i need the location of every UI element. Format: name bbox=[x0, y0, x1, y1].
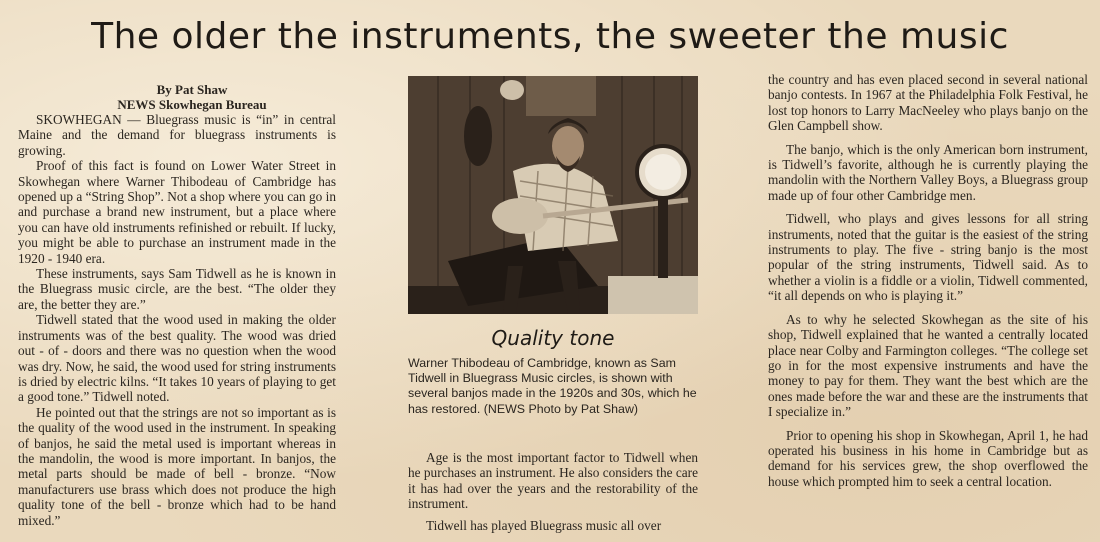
headline: The older the instruments, the sweeter the music bbox=[91, 16, 1009, 57]
photo-caption: Warner Thibodeau of Cambridge, known as Sam Tidwell in Bluegrass Music circles, is shown with several banjos made in the 1920s and 30s, which he has restored. (NEWS Photo by Pat Shaw) bbox=[408, 356, 697, 416]
paragraph: He pointed out that the strings are not so important as is the quality of the wood used in the instrument. In speaking of banjos, he said the metal used is important whereas in the mandolin, the wood is more important. In banjos, the metal parts should be made of bell - bronze. “Now manufacturers use brass which does not produce the high quality tone of the bell - bronze which had to be hand mixed.” bbox=[18, 404, 336, 528]
column-1 bbox=[18, 82, 336, 528]
column-2 bbox=[408, 450, 698, 533]
paragraph: Proof of this fact is found on Lower Water Street in Skowhegan where Warner Thibodeau of Cambridge has opened up a “String Shop”. Not a shop where you can go in and purchase a brand new instrument, but a place where you can have old instruments refinished or rebuilt. If lucky, you might be able to purchase an instrument made in the 1920 - 1940 era. bbox=[18, 158, 336, 266]
paragraph: the country and has even placed second in several national banjo contests. In 1967 at the Philadelphia Folk Festival, he lost top honors to Larry MacNeeley who plays banjo on the Glen Campbell show. bbox=[768, 72, 1088, 134]
paragraph: As to why he selected Skowhegan as the site of his shop, Tidwell explained that he wanted a centrally located place near Colby and Farmington colleges. “The college set go in for the most expensive instruments and have the money to pay for them. They want the best which are the ones made before the war and these are the instruments that I specialize in.” bbox=[768, 311, 1088, 420]
byline bbox=[18, 82, 336, 112]
photo-banjo-player bbox=[408, 76, 698, 314]
paragraph: Age is the most important factor to Tidwell when he purchases an instrument. He also considers the care it has had over the years and the restorability of the instrument. bbox=[408, 450, 698, 512]
paragraph: Tidwell stated that the wood used in making the older instruments was of the best quality. The wood was dried out - of - doors and there was no question when the wood was dry. Now, he said, the wood used for string instruments is dried by electric kilns. “It takes 10 years of playing to get a good tone.” Tidwell noted. bbox=[18, 312, 336, 405]
paragraph: Tidwell has played Bluegrass music all over bbox=[426, 517, 662, 533]
byline-author: By Pat Shaw bbox=[156, 82, 228, 97]
photo-illustration bbox=[408, 76, 698, 314]
paragraph: These instruments, says Sam Tidwell as he is known in the Bluegrass music circle, are the best. “The older they are, the better they are.” bbox=[18, 266, 336, 312]
column-3 bbox=[768, 72, 1088, 489]
byline-bureau: NEWS Skowhegan Bureau bbox=[117, 97, 267, 112]
paragraph: SKOWHEGAN — Bluegrass music is “in” in central Maine and the demand for bluegrass instruments is growing. bbox=[18, 112, 336, 158]
paragraph: Tidwell, who plays and gives lessons for all string instruments, noted that the guitar is the easiest of the string instruments to play. The five - string banjo is the most popular of the string instruments, Tidwell said. As to whether a violin is a fiddle or a violin, Tidwell commented, “it all depends on who is playing it.” bbox=[768, 211, 1088, 304]
paragraph: Prior to opening his shop in Skowhegan, April 1, he had operated his business in his home in Cambridge but as demand for his services grew, the shop overflowed the house which prompted him to seek a central location. bbox=[768, 427, 1088, 489]
paragraph: The banjo, which is the only American born instrument, is Tidwell’s favorite, although he is currently playing the mandolin with the Northern Valley Boys, a Bluegrass group made up of four other Cambridge men. bbox=[768, 141, 1088, 203]
photo-caption-heading: Quality tone bbox=[491, 326, 615, 350]
